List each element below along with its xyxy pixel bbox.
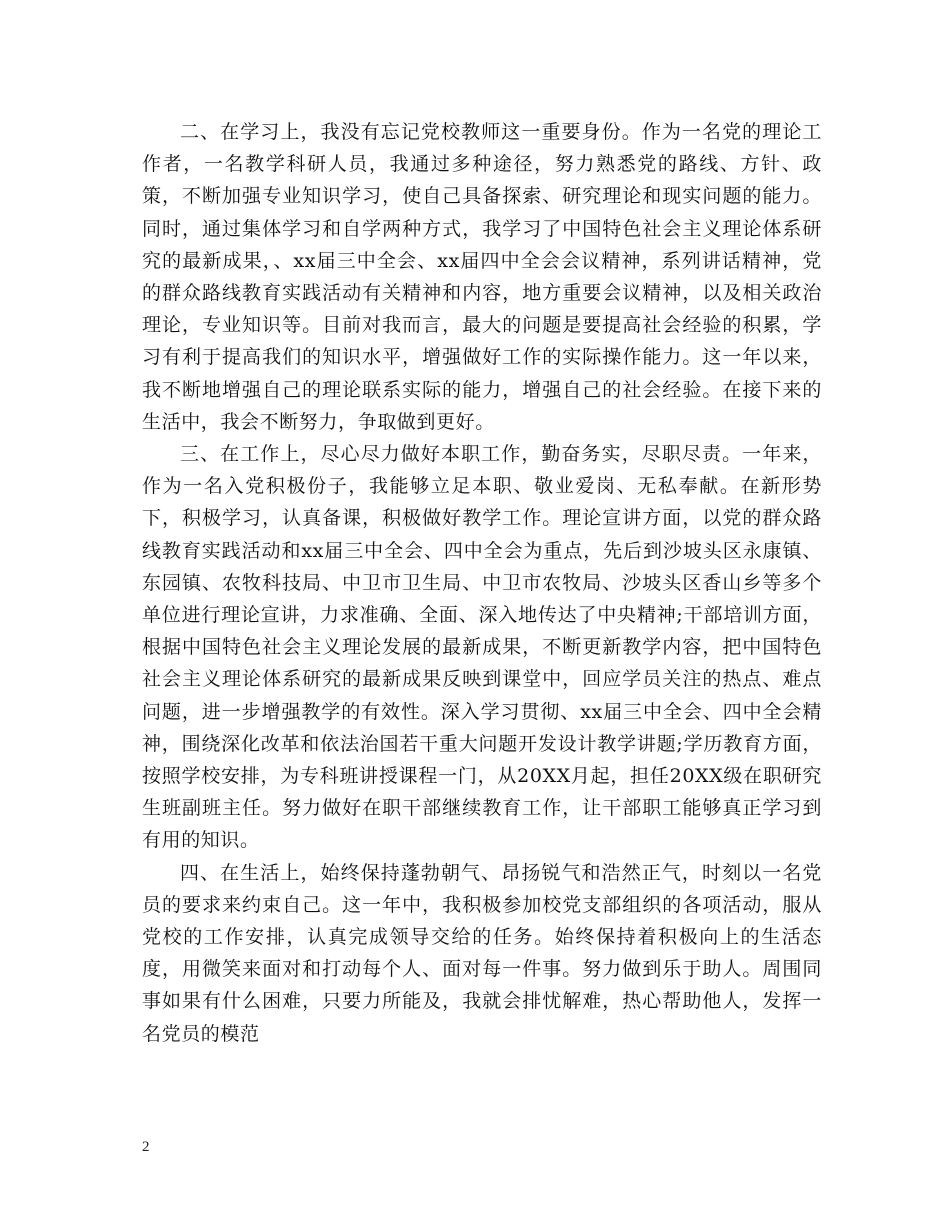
paragraph-life: 四、在生活上，始终保持蓬勃朝气、昂扬锐气和浩然正气，时刻以一名党员的要求来约束自己。这一年中，我积极参加校党支部组织的各项活动，服从党校的工作安排，认真完成领导交给的任务。始终保持着积极向上的生活态度，用微笑来面对和打动每个人、面对每一件事。努力做到乐于助人。周围同事如果有什么困难，只要力所能及，我就会排忧解难，热心帮助他人，发挥一名党员的模范 [142,861,822,1045]
document-body [142,116,822,1050]
paragraph-work: 三、在工作上，尽心尽力做好本职工作，勤奋务实，尽职尽责。一年来，作为一名入党积极份子，我能够立足本职、敬业爱岗、无私奉献。在新形势下，积极学习，认真备课，积极做好教学工作。理论宣讲方面，以党的群众路线教育实践活动和xx届三中全会、四中全会为重点，先后到沙坡头区永康镇、东园镇、农牧科技局、中卫市卫生局、中卫市农牧局、沙坡头区香山乡等多个单位进行理论宣讲，力求准确、全面、深入地传达了中央精神;干部培训方面，根据中国特色社会主义理论发展的最新成果，不断更新教学内容，把中国特色社会主义理论体系研究的最新成果反映到课堂中，回应学员关注的热点、难点问题，进一步增强教学的有效性。深入学习贯彻、xx届三中全会、四中全会精神，围绕深化改革和依法治国若干重大问题开发设计教学讲题;学历教育方面，按照学校安排，为专科班讲授课程一门，从20XX月起，担任20XX级在职研究生班副班主任。努力做好在职干部继续教育工作，让干部职工能够真正学习到有用的知识。 [142,443,822,852]
paragraph-study: 二、在学习上，我没有忘记党校教师这一重要身份。作为一名党的理论工作者，一名教学科研人员，我通过多种途径，努力熟悉党的路线、方针、政策，不断加强专业知识学习，使自己具备探索、研究理论和现实问题的能力。同时，通过集体学习和自学两种方式，我学习了中国特色社会主义理论体系研究的最新成果，、xx届三中全会、xx届四中全会会议精神，系列讲话精神，党的群众路线教育实践活动有关精神和内容，地方重要会议精神，以及相关政治理论，专业知识等。目前对我而言，最大的问题是要提高社会经验的积累，学习有利于提高我们的知识水平，增强做好工作的实际操作能力。这一年以来，我不断地增强自己的理论联系实际的能力，增强自己的社会经验。在接下来的生活中，我会不断努力，争取做到更好。 [142,121,822,433]
page-number: 2 [142,1139,150,1155]
